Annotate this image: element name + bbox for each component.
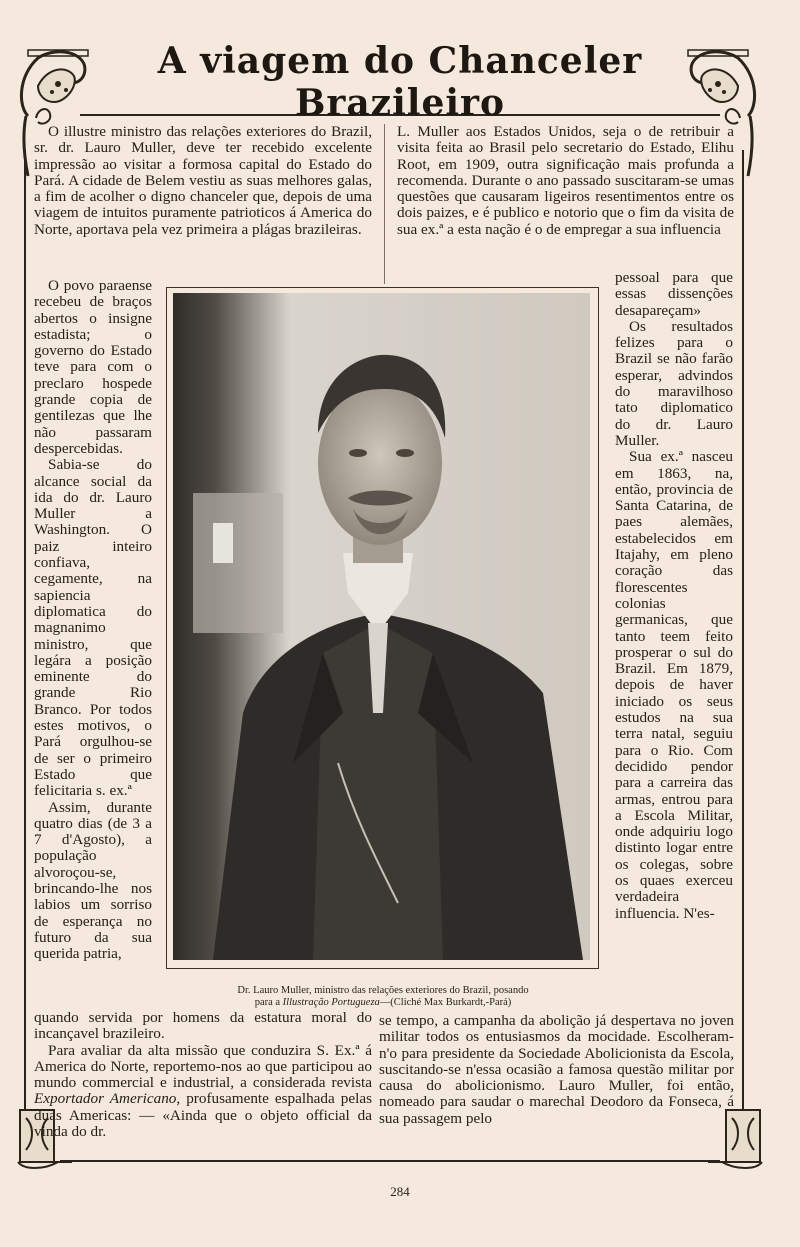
left-column-top <box>34 124 372 238</box>
frame-bottom-rule <box>60 1160 720 1162</box>
article-title: A viagem do Chanceler Brazileiro <box>157 40 643 124</box>
paragraph-resultados: Os resultados felizes para o Brazil se não farão esperar, advindos do maravilhoso tato diplomatico do dr. Lauro Muller. <box>615 317 733 449</box>
left-column-bottom <box>34 1010 372 1140</box>
paragraph-pessoal: pessoal para que essas dissenções desapareçam» <box>615 269 733 319</box>
paragraph-biografia: Sua ex.ª nasceu em 1863, na, então, provincia de Santa Catarina, de paes alemães, estabelecidos em Itajahy, em pleno coração das florescentes colonias germanicas, que tanto teem feito prosperar o sul do Brazil. Em 1879, depois de haver iniciado os seus estudos na sua terra natal, seguiu para o Rio. Com decidido pendor para a carreira das armas, entrou para a Escola Militar, onde adquiriu logo distinto logar entre os colegas, sobre os quaes exerceu verdadeira influencia. N'es- <box>615 448 733 922</box>
left-narrow-column <box>34 278 152 962</box>
caption-credit: —(Cliché Max Burkardt,-Pará) <box>379 997 512 1008</box>
portrait-illustration <box>173 293 590 960</box>
caption-prefix: para a <box>254 997 283 1008</box>
magazine-name: Exportador Americano <box>34 1090 177 1108</box>
frame-left-rule <box>24 150 26 1125</box>
caption-line-1: Dr. Lauro Muller, ministro das relações exteriores do Brazil, posando <box>237 985 529 996</box>
paragraph-quando: quando servida por homens da estatura moral do incançavel brazileiro. <box>34 1009 372 1043</box>
paragraph-intro: O illustre ministro das relações exteriores do Brazil, sr. dr. Lauro Muller, deve ter recebido excelente impressão ao visitar a formosa capital do Estado do Pará. A cidade de Belem vestiu as suas melhores galas, a fim de acolher o digno chanceler que, depois de uma viagem de intuitos puramente patrioticos á America do Norte, aportava pela vez primeira a plágas brazileiras. <box>34 123 372 238</box>
right-column-top <box>397 124 734 238</box>
photo-caption <box>178 985 588 1009</box>
paragraph-abolicao: se tempo, a campanha da abolição já despertava no joven militar todos os entusiasmos da mocidade. Escolheram-n'o para presidente da Sociedade Abolicionista da Escola, suscitando-se n'essa ocasião a famosa questão militar por causa do abolicionismo. Lauro Muller, foi então, nomeado para saudar o marechal Deodoro da Fonseca, á sua passagem pelo <box>379 1012 734 1127</box>
paragraph-avaliar <box>34 1043 372 1141</box>
column-divider <box>384 124 385 284</box>
caption-line-2 <box>178 997 588 1009</box>
avaliar-text-end: , profusamente espalhada pelas duas Americas: — «Ainda que o objeto official da vinda do dr. <box>34 1090 372 1141</box>
frame-right-rule <box>742 150 744 1125</box>
portrait-photo <box>173 293 590 960</box>
caption-publication: Illustração Portugueza <box>282 997 380 1008</box>
page-number: 284 <box>390 1184 410 1199</box>
right-column-bottom <box>379 1013 734 1127</box>
paragraph-povo: O povo paraense recebeu de braços abertos o insigne estadista; o governo do Estado teve para com o preclaro hospede grande copia de gentilezas que lhe não passaram despercebidas. <box>34 277 152 457</box>
paragraph-sabia: Sabia-se do alcance social da ida do dr. Lauro Muller a Washington. O paiz inteiro confiava, cegamente, na sapiencia diplomatica do magnanimo ministro, que legára a posição eminente do grande Rio Branco. Por todos estes motivos, o Pará orgulhou-se de ser o primeiro Estado que felicitaria s. ex.ª <box>34 456 152 800</box>
paragraph-quote-start: L. Muller aos Estados Unidos, seja o de retribuir a visita feita ao Brasil pelo secretario do Estado, Elihu Root, em 1909, outra significação mais profunda a recomenda. Durante o ano passado suscitaram-se umas questões que causaram ligeiros resentimentos entre os dois paizes, e é publico e notorio que o fim da visita de sua ex.ª a esta nação é o de empregar a sua influencia <box>397 123 734 238</box>
right-narrow-column <box>615 270 733 922</box>
paragraph-assim: Assim, durante quatro dias (de 3 a 7 d'Agosto), a população alvoroçou-se, brincando-lhe nos labios um sorriso de esperança no futuro da sua querida patria, <box>34 798 152 963</box>
avaliar-text: Para avaliar da alta missão que conduzira S. Ex.ª á America do Norte, reportemo-nos ao que participou ao mundo commercial e industrial, a considerada revista <box>34 1041 372 1092</box>
